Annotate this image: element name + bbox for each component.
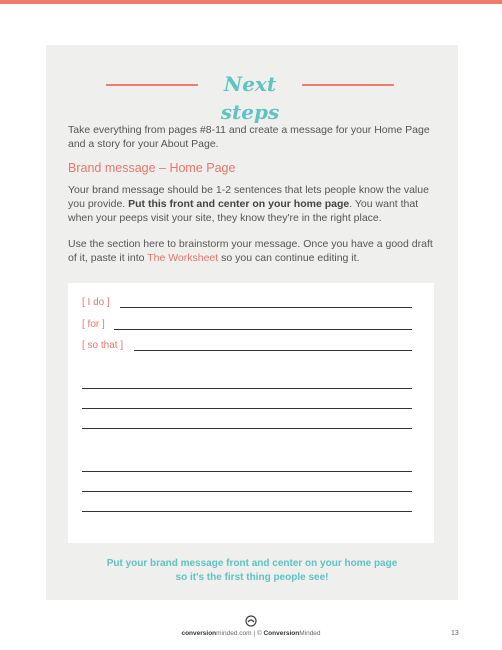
fill-line-i-do[interactable] [82,297,412,309]
writing-line[interactable] [82,428,412,429]
body1-start: Your brand message should be 1-2 sentences that lets people know the value you provide. [68,184,429,210]
heading-rule-right [302,84,394,86]
footer [0,630,502,637]
body2-end: so you can continue editing it. [218,252,360,264]
fill-rule [134,350,412,351]
heading-row [46,70,458,124]
body1-bold: Put this front and center on your home page [128,198,350,210]
fill-line-so-that[interactable] [82,340,412,352]
footer-site-bold: conversion [181,630,217,637]
footer-brand-rest: Minded [299,630,321,637]
footer-separator: | © [251,630,264,637]
top-accent-bar [0,0,502,4]
fill-line-for[interactable] [82,319,412,331]
fill-label: [ I do ] [82,297,110,308]
writing-line[interactable] [82,408,412,409]
body2-start: Use the section here to brainstorm your message. Once you have a good draft of it, paste it into [68,238,433,264]
intro-text: Take everything from pages #8-11 and create a message for your Home Page and a story for your About Page. [68,124,430,150]
footer-site-rest: minded.com [216,630,252,637]
content-panel [46,45,458,600]
brainstorm-box [68,283,434,543]
page-number: 13 [451,630,459,637]
writing-line[interactable] [82,491,412,492]
worksheet-link[interactable]: The Worksheet [147,252,219,264]
body-paragraph-1 [68,183,438,225]
fill-label: [ for ] [82,319,105,330]
heading-rule-left [106,84,198,86]
writing-line[interactable] [82,388,412,389]
body1-end: . You want that when your peeps visit your site, they know they're in the right place. [68,198,419,224]
fill-label: [ so that ] [82,340,124,351]
brand-logo-icon [245,615,257,627]
callout-text: Put your brand message front and center on your home page so it's the first thing people see! [106,558,398,583]
page-title: Next steps [220,72,280,124]
footer-brand-bold: Conversion [263,630,300,637]
writing-line[interactable] [82,471,412,472]
body-paragraph-2 [68,237,438,265]
fill-rule [120,307,412,308]
writing-line[interactable] [82,511,412,512]
section-title: Brand message – Home Page [68,161,236,175]
fill-rule [114,329,412,330]
